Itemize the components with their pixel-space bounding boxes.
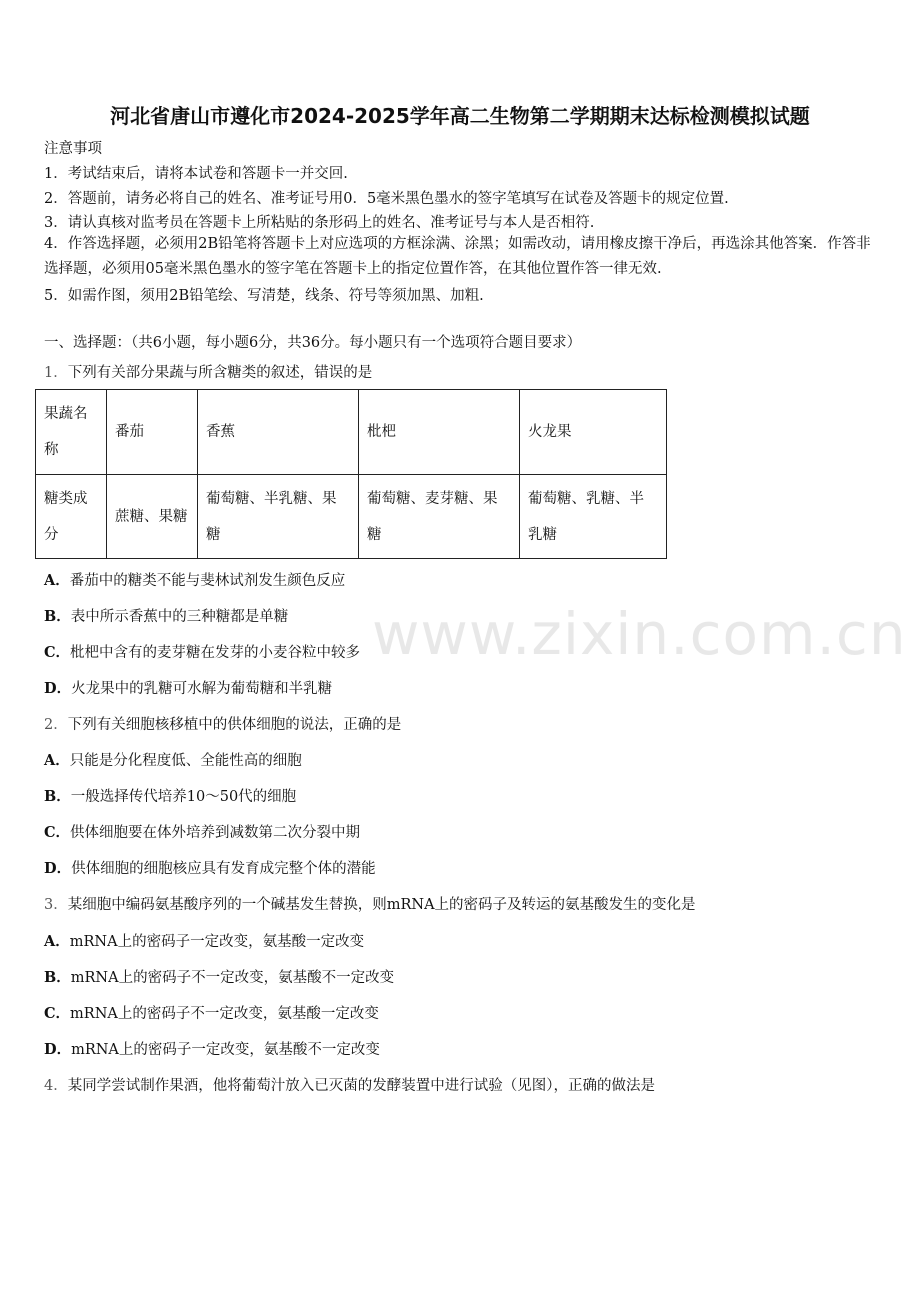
option-text: 枇杷中含有的麦芽糖在发芽的小麦谷粒中较多	[70, 645, 361, 661]
option-letter: D．	[44, 860, 72, 877]
table-cell: 葡萄糖、麦芽糖、果糖	[359, 475, 520, 559]
question-stem: 某细胞中编码氨基酸序列的一个碱基发生替换，则mRNA上的密码子及转运的氨基酸发生的变化是	[67, 897, 696, 913]
option-letter: A．	[44, 933, 70, 950]
question-stem: 某同学尝试制作果酒，他将葡萄汁放入已灭菌的发酵装置中进行试验（见图），正确的做法是	[67, 1078, 655, 1094]
notice-item: 3．请认真核对监考员在答题卡上所粘贴的条形码上的姓名、准考证号与本人是否相符.	[44, 215, 595, 231]
option-text: mRNA上的密码子一定改变，氨基酸一定改变	[69, 934, 365, 950]
option-text: 供体细胞要在体外培养到减数第二次分裂中期	[70, 825, 361, 841]
table-row	[36, 475, 667, 559]
table-cell: 番茄	[107, 390, 198, 475]
option-text: 一般选择传代培养10～50代的细胞	[70, 789, 297, 805]
section-heading: 一、选择题：（共6小题，每小题6分，共36分。每小题只有一个选项符合题目要求）	[44, 335, 582, 351]
option-text: 只能是分化程度低、全能性高的细胞	[69, 753, 302, 769]
notice-item: 1．考试结束后，请将本试卷和答题卡一并交回.	[44, 166, 348, 182]
notice-item: 2．答题前，请务必将自己的姓名、准考证号用0．5毫米黑色墨水的签字笔填写在试卷及答题卡的规定位置.	[44, 191, 729, 207]
table-cell: 火龙果	[520, 390, 667, 475]
question-stem: 下列有关细胞核移植中的供体细胞的说法，正确的是	[67, 717, 402, 733]
option-d	[44, 677, 332, 698]
option-text: 火龙果中的乳糖可水解为葡萄糖和半乳糖	[71, 681, 333, 697]
question-4	[44, 1074, 655, 1095]
table-cell: 枇杷	[359, 390, 520, 475]
question-number: 2．	[44, 717, 68, 733]
question-1	[44, 361, 372, 382]
option-letter: A．	[44, 752, 70, 769]
option-b	[44, 966, 394, 987]
watermark: www.zixin.com.cn	[372, 600, 907, 668]
question-number: 4．	[44, 1078, 68, 1094]
option-text: 表中所示香蕉中的三种糖都是单糖	[70, 609, 289, 625]
option-a	[44, 749, 302, 770]
table-cell: 蔗糖、果糖	[107, 475, 198, 559]
table-cell: 果蔬名称	[36, 390, 107, 475]
option-letter: B．	[44, 969, 71, 986]
table-cell: 糖类成分	[36, 475, 107, 559]
table-cell: 香蕉	[198, 390, 359, 475]
question-3	[44, 893, 696, 914]
table-row	[36, 390, 667, 475]
question-number: 1．	[44, 365, 68, 381]
option-text: 供体细胞的细胞核应具有发育成完整个体的潜能	[71, 861, 376, 877]
option-text: 番茄中的糖类不能与斐林试剂发生颜色反应	[69, 573, 346, 589]
option-b	[44, 785, 296, 806]
table-cell: 葡萄糖、半乳糖、果糖	[198, 475, 359, 559]
option-a	[44, 930, 364, 951]
option-d	[44, 1038, 380, 1059]
option-c	[44, 821, 360, 842]
option-letter: C．	[44, 824, 71, 841]
option-a	[44, 569, 345, 590]
question-number: 3．	[44, 897, 68, 913]
option-c	[44, 1002, 379, 1023]
table-cell: 葡萄糖、乳糖、半乳糖	[520, 475, 667, 559]
option-letter: C．	[44, 1005, 71, 1022]
option-letter: D．	[44, 680, 72, 697]
option-b	[44, 605, 288, 626]
question-stem: 下列有关部分果蔬与所含糖类的叙述，错误的是	[67, 365, 373, 381]
notice-item: 4．作答选择题，必须用2B铅笔将答题卡上对应选项的方框涂满、涂黑；如需改动，请用橡皮擦干净后，再选涂其他答案．作答非选择题，必须用05毫米黑色墨水的签字笔在答题卡上的指定位置作答，在其他位置作答一律无效.	[44, 236, 871, 277]
question-2	[44, 713, 401, 734]
option-letter: B．	[44, 608, 71, 625]
fruit-sugar-table	[35, 389, 667, 559]
option-text: mRNA上的密码子不一定改变，氨基酸不一定改变	[70, 970, 395, 986]
option-d	[44, 857, 376, 878]
option-letter: A．	[44, 572, 70, 589]
notice-item: 5．如需作图，须用2B铅笔绘、写清楚，线条、符号等须加黑、加粗.	[44, 288, 484, 304]
option-c	[44, 641, 360, 662]
option-letter: D．	[44, 1041, 72, 1058]
option-text: mRNA上的密码子一定改变，氨基酸不一定改变	[71, 1042, 380, 1058]
option-text: mRNA上的密码子不一定改变，氨基酸一定改变	[70, 1006, 379, 1022]
notice-heading: 注意事项	[44, 141, 102, 157]
option-letter: B．	[44, 788, 71, 805]
option-letter: C．	[44, 644, 71, 661]
page-title: 河北省唐山市遵化市2024-2025学年高二生物第二学期期末达标检测模拟试题	[110, 104, 810, 128]
